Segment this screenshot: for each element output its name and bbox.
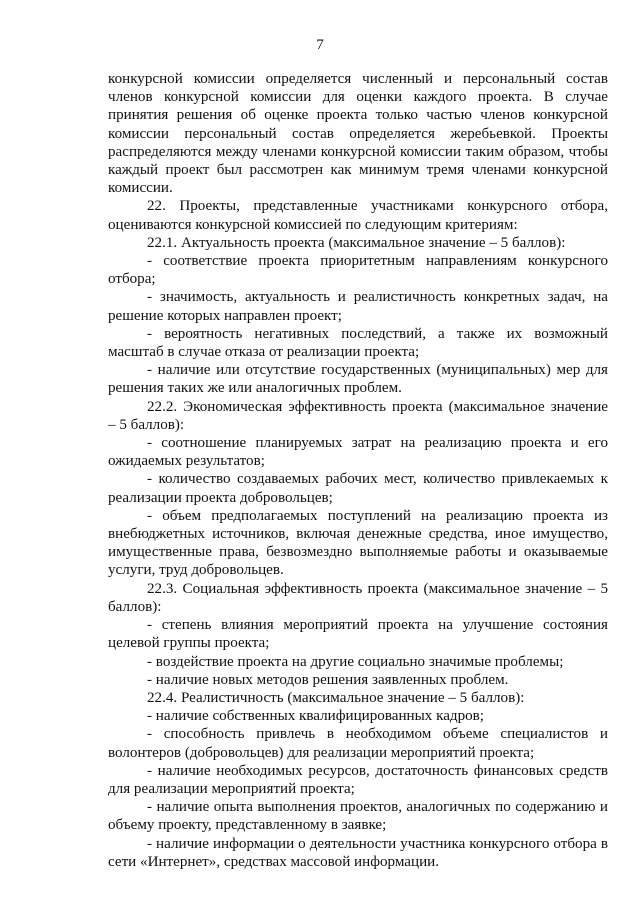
paragraph: - наличие новых методов решения заявленных проблем. [147, 671, 509, 688]
paragraph: - наличие собственных квалифицированных кадров; [147, 708, 484, 725]
paragraph: 22. Проекты, представленные участниками конкурсного отбора, оцениваются конкурсной комиссией по следующим критериям: [108, 198, 608, 233]
paragraph: - объем предполагаемых поступлений на реализацию проекта из внебюджетных источников, включая денежные средства, иное имущество, имущественные права, безвозмездно выполняемые работы и оказываемые услуги, труд добровольцев. [108, 507, 608, 579]
paragraph: 22.1. Актуальность проекта (максимальное значение – 5 баллов): [147, 234, 566, 251]
paragraph: - наличие информации о деятельности участника конкурсного отбора в сети «Интернет», средствах массовой информации. [108, 835, 608, 870]
paragraph: - количество создаваемых рабочих мест, количество привлекаемых к реализации проекта добровольцев; [108, 471, 608, 506]
paragraph: 22.4. Реалистичность (максимальное значение – 5 баллов): [147, 689, 525, 706]
paragraph: конкурсной комиссии определяется численный и персональный состав членов конкурсной комиссии для оценки каждого проекта. В случае принятия решения об оценке проекта только частью членов конкурсной комиссии персональный состав определяется жеребьевкой. Проекты распределяются между членами конкурсной комиссии таким образом, чтобы каждый проект был рассмотрен как минимум тремя членами конкурсной комиссии. [108, 71, 608, 197]
paragraph: - вероятность негативных последствий, а также их возможный масштаб в случае отказа от реализации проекта; [108, 325, 608, 361]
paragraph: - степень влияния мероприятий проекта на улучшение состояния целевой группы проекта; [108, 617, 608, 652]
paragraph: 22.3. Социальная эффективность проекта (максимальное значение – 5 баллов): [108, 580, 608, 615]
paragraph: - значимость, актуальность и реалистичность конкретных задач, на решение которых направлен проект; [108, 289, 608, 324]
paragraph: 22.2. Экономическая эффективность проекта (максимальное значение – 5 баллов): [108, 398, 608, 433]
paragraph: - наличие опыта выполнения проектов, аналогичных по содержанию и объему проекту, представленному в заявке; [108, 799, 608, 834]
paragraph: - способность привлечь в необходимом объеме специалистов и волонтеров (добровольцев) для реализации мероприятий проекта; [108, 726, 608, 761]
paragraph: - воздействие проекта на другие социально значимые проблемы; [147, 653, 564, 670]
document-body [108, 70, 608, 871]
paragraph: - соотношение планируемых затрат на реализацию проекта и его ожидаемых результатов; [108, 435, 608, 470]
paragraph: - наличие или отсутствие государственных (муниципальных) мер для решения таких же или аналогичных проблем. [108, 362, 608, 397]
paragraph: - наличие необходимых ресурсов, достаточность финансовых средств для реализации мероприятий проекта; [108, 762, 608, 797]
paragraph: - соответствие проекта приоритетным направлениям конкурсного отбора; [108, 253, 608, 288]
page-number: 7 [316, 37, 324, 53]
